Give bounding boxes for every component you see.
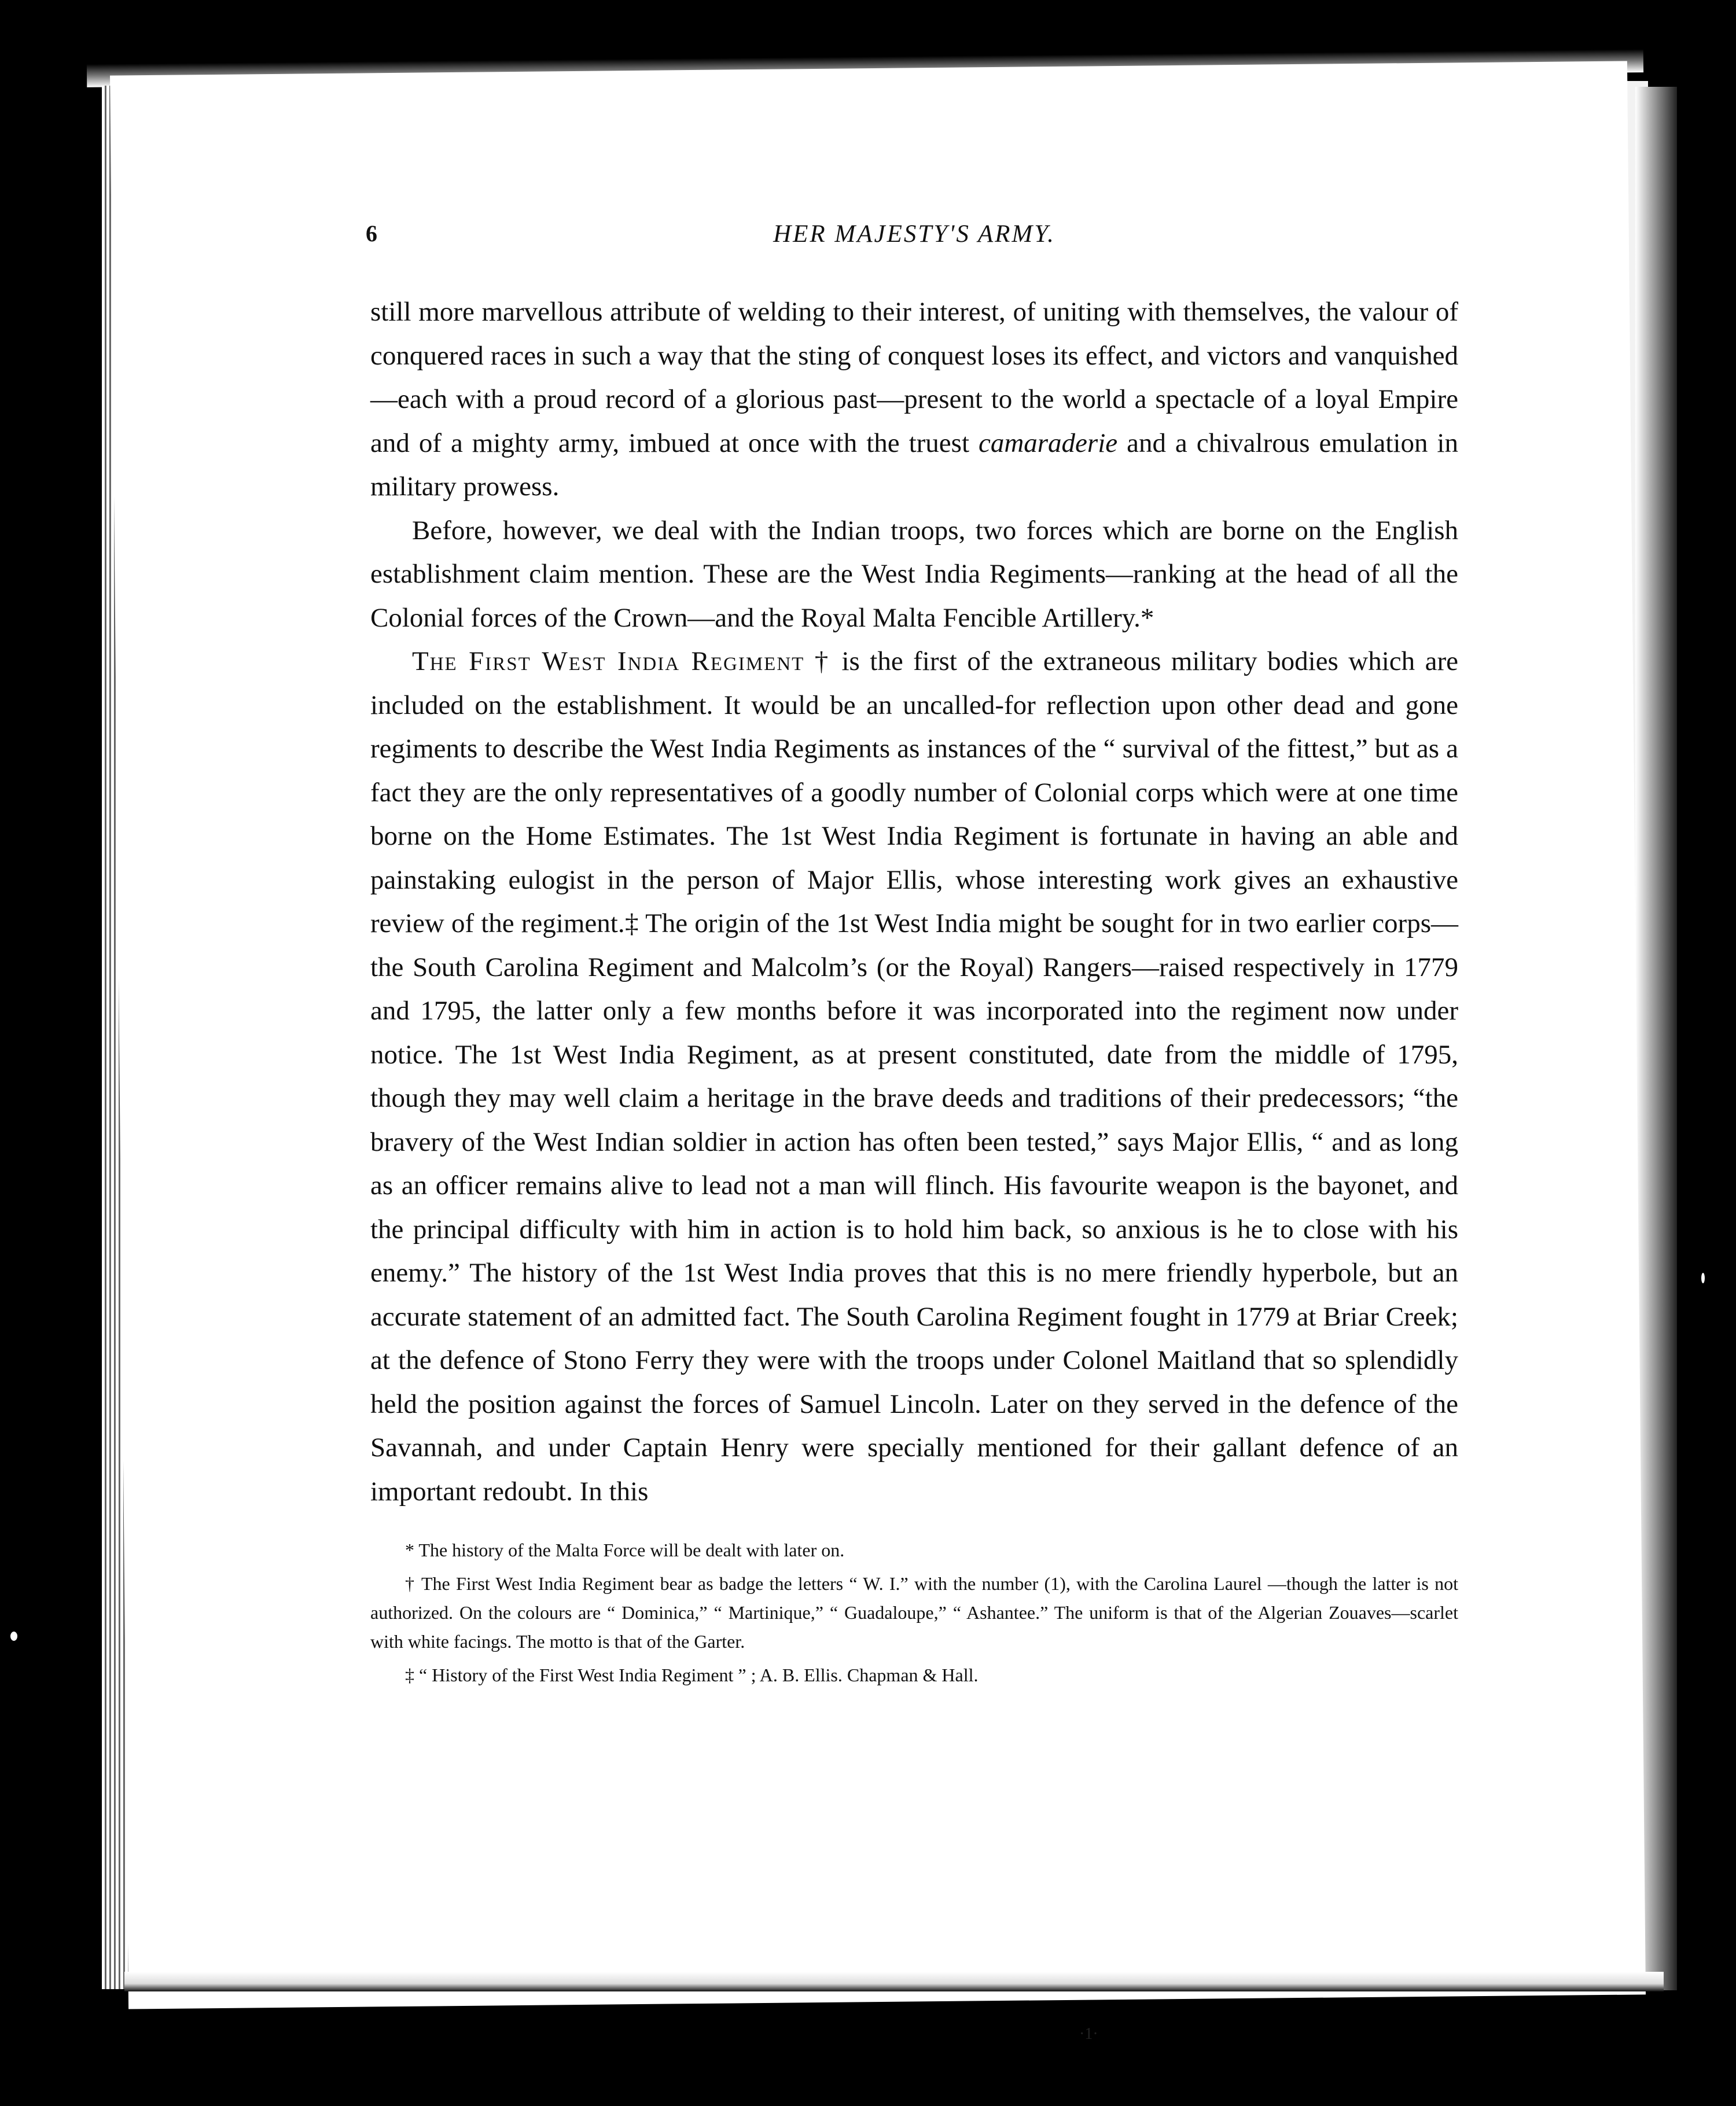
footnote-double-dagger: ‡ “ History of the First West India Regiment ” ; A. B. Ellis. Chapman & Hall. bbox=[405, 1665, 979, 1685]
running-head: HER MAJESTY'S ARMY. bbox=[773, 220, 1055, 248]
scan-speck bbox=[10, 1632, 17, 1641]
page-number: 6 bbox=[366, 220, 377, 246]
regiment-heading: The First West India Regiment bbox=[412, 646, 805, 676]
paragraph-3: The First West India Regiment † is the first of the extraneous military bodies which are included on the establishment. It would be an uncalled-for reflection upon other dead and gone regiments to describe the West India Regiments as instances of the “ survival of the fittest,” but as a fact they are the only representatives of a goodly number of Colonial corps which were at one time borne on the Home Estimates. The 1st West India Regiment is fortunate in having an able and painstaking eulogist in the person of Major Ellis, whose interesting work gives an exhaustive review of the regiment.‡ The origin of the 1st West India might be sought for in two earlier corps—the South Carolina Regiment and Malcolm’s (or the Royal) Rangers—raised respectively in 1779 and 1795, the latter only a few months before it was incorporated into the regiment now under notice. The 1st West India Regiment, as at present constituted, date from the middle of 1795, though they may well claim a heritage in the brave deeds and traditions of their predecessors; “the bravery of the West Indian soldier in action has often been tested,” says Major Ellis, “ and as long as an officer remains alive to lead not a man will flinch. His favourite weapon is the bayonet, and the principal difficulty with him in action is to hold him back, so anxious is he to close with his enemy.” The history of the 1st West India proves that this is no mere friendly hyperbole, but an accurate statement of an admitted fact. The South Carolina Regiment fought in 1779 at Briar Creek; at the defence of Stono Ferry they were with the troops under Colonel Maitland that so splendidly held the position against the forces of Samuel Lincoln. Later on they served in the defence of the Savannah, and under Captain Henry were specially mentioned for their gallant defence of an important redoubt. In this bbox=[370, 646, 1458, 1507]
page-bottom-edge bbox=[124, 1972, 1664, 1991]
footnote-asterisk: * The history of the Malta Force will be dealt with later on. bbox=[405, 1540, 845, 1560]
footnote-dagger: † The First West India Regiment bear as badge the letters “ W. I.” with the number (1), with the Carolina Laurel —though the latter is not authorized. On the colours are “ Dominica,” “ Martinique,” “ Guadaloupe,” “ Ashantee.” The uniform is that of the Algerian Zouaves—scarlet with white facings. The motto is that of the Garter. bbox=[370, 1573, 1458, 1652]
scan-speck bbox=[1701, 1273, 1705, 1283]
paragraph-2: Before, however, we deal with the Indian troops, two forces which are borne on the English establishment claim mention. These are the West India Regiments—ranking at the head of all the Colonial forces of the Crown—and the Royal Malta Fencible Artillery.* bbox=[370, 515, 1458, 633]
italic-term: camaraderie bbox=[978, 428, 1118, 458]
body-text bbox=[370, 290, 1458, 1514]
paragraph-1: still more marvellous attribute of welding to their interest, of uniting with themselves, the valour of conquered races in such a way that the sting of conquest loses its effect, and victors and vanquished—each with a proud record of a glorious past—present to the world a spectacle of a loyal Empire and of a mighty army, imbued at once with the truest camaraderie and a chivalrous emulation in military prowess. bbox=[370, 297, 1458, 502]
page-header bbox=[366, 220, 1458, 260]
page-content bbox=[366, 220, 1458, 1694]
bottom-mark: ·1· bbox=[1079, 2025, 1098, 2043]
footnotes bbox=[370, 1536, 1458, 1689]
